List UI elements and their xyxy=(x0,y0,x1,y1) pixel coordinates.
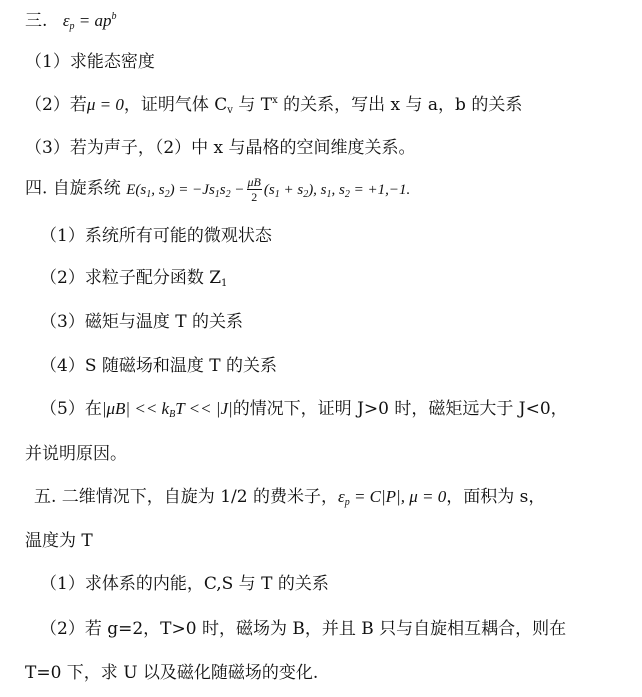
formula-rhs: = ap xyxy=(78,11,112,30)
f-j: = +1,−1. xyxy=(349,181,411,198)
f-e: − xyxy=(230,181,245,198)
section-4-number: 四. 自旋系统 xyxy=(25,178,121,199)
q5-math-2: T << |J| xyxy=(175,399,233,418)
section-5-heading xyxy=(34,488,545,508)
section-4-q1: （1）系统所有可能的微观状态 xyxy=(40,226,272,246)
section-4-q5-cont: 并说明原因。 xyxy=(25,444,127,464)
f-c: ) = −Js xyxy=(169,181,215,198)
section-4-q2 xyxy=(40,270,227,289)
f-h: ), s xyxy=(308,181,327,198)
section-3-q1: （1）求能态密度 xyxy=(25,52,155,72)
q2-sub-v: v xyxy=(227,105,233,116)
f-sub-2b: 2 xyxy=(225,188,231,200)
f-sub-1c: 1 xyxy=(274,188,280,200)
spin-energy-formula xyxy=(126,175,411,205)
f-a: E(s xyxy=(126,181,147,198)
q2-text: （2）求粒子配分函数 Z xyxy=(40,268,222,288)
fermion-dispersion xyxy=(338,487,446,506)
frac-den: 2 xyxy=(251,190,258,205)
q5-text: 的情况下，证明 J>0 时，磁矩远大于 J<0， xyxy=(232,399,568,419)
f-f: (s xyxy=(263,181,275,198)
q5-prefix: （5）在 xyxy=(40,399,102,419)
frac-num: μB xyxy=(247,175,261,189)
f5-sub-p: p xyxy=(344,497,350,508)
q2-prefix: （2）若 xyxy=(25,95,87,115)
section-3-heading xyxy=(25,12,117,32)
q2-text-3: 的关系，写出 x 与 a，b 的关系 xyxy=(277,95,523,115)
section-5-q2-cont: T=0 下，求 U 以及磁化随磁场的变化. xyxy=(25,663,319,683)
section-5-number: 五. 二维情况下，自旋为 1/2 的费米子， xyxy=(34,487,338,507)
section-4-q5 xyxy=(40,400,568,420)
section-4-q3: （3）磁矩与温度 T 的关系 xyxy=(40,312,243,332)
formula-epsilon: ε xyxy=(62,11,70,30)
f5-mu: , μ = 0 xyxy=(400,487,447,506)
f-sub-1d: 1 xyxy=(326,188,332,200)
f5-epsilon: ε xyxy=(337,487,345,506)
section-5-q1: （1）求体系的内能，C,S 与 T 的关系 xyxy=(40,574,329,594)
f-d: s xyxy=(219,181,226,198)
q2-text-2: 与 T xyxy=(232,95,273,115)
f-sub-1b: 1 xyxy=(214,188,220,200)
section-5-q2: （2）若 g=2，T>0 时，磁场为 B，并且 B 只与自旋相互耦合，则在 xyxy=(40,619,567,639)
formula-sub-p: p xyxy=(69,21,75,32)
q2-sup-x: x xyxy=(272,95,278,106)
q5-math-1: |μB| << k xyxy=(101,399,170,418)
q2-mu: μ = 0 xyxy=(86,95,124,114)
f-g: + s xyxy=(279,181,304,198)
section-3-number: 三. xyxy=(25,11,48,31)
q2-text-1: ，证明气体 C xyxy=(123,95,228,115)
q2-sub-1: 1 xyxy=(221,278,228,289)
section-3-q3: （3）若为声子，（2）中 x 与晶格的空间维度关系。 xyxy=(25,138,416,158)
section-5-heading-cont: 温度为 T xyxy=(25,531,93,551)
q5-sub-b: B xyxy=(169,409,176,420)
mu-b-over-2 xyxy=(247,176,262,205)
formula-sup-b: b xyxy=(111,11,117,22)
section-4-heading xyxy=(25,176,410,205)
section-3-q2 xyxy=(25,96,522,116)
f-b: , s xyxy=(151,181,165,198)
f-sub-1a: 1 xyxy=(146,188,152,200)
f-sub-2d: 2 xyxy=(344,188,350,200)
f-i: , s xyxy=(331,181,345,198)
energy-formula xyxy=(63,11,117,30)
section-5-area: ，面积为 s， xyxy=(446,487,546,507)
f-sub-2c: 2 xyxy=(303,188,309,200)
f5-rhs: = C|P| xyxy=(353,487,401,506)
section-4-q4: （4）S 随磁场和温度 T 的关系 xyxy=(40,356,278,376)
f-sub-2a: 2 xyxy=(164,188,170,200)
